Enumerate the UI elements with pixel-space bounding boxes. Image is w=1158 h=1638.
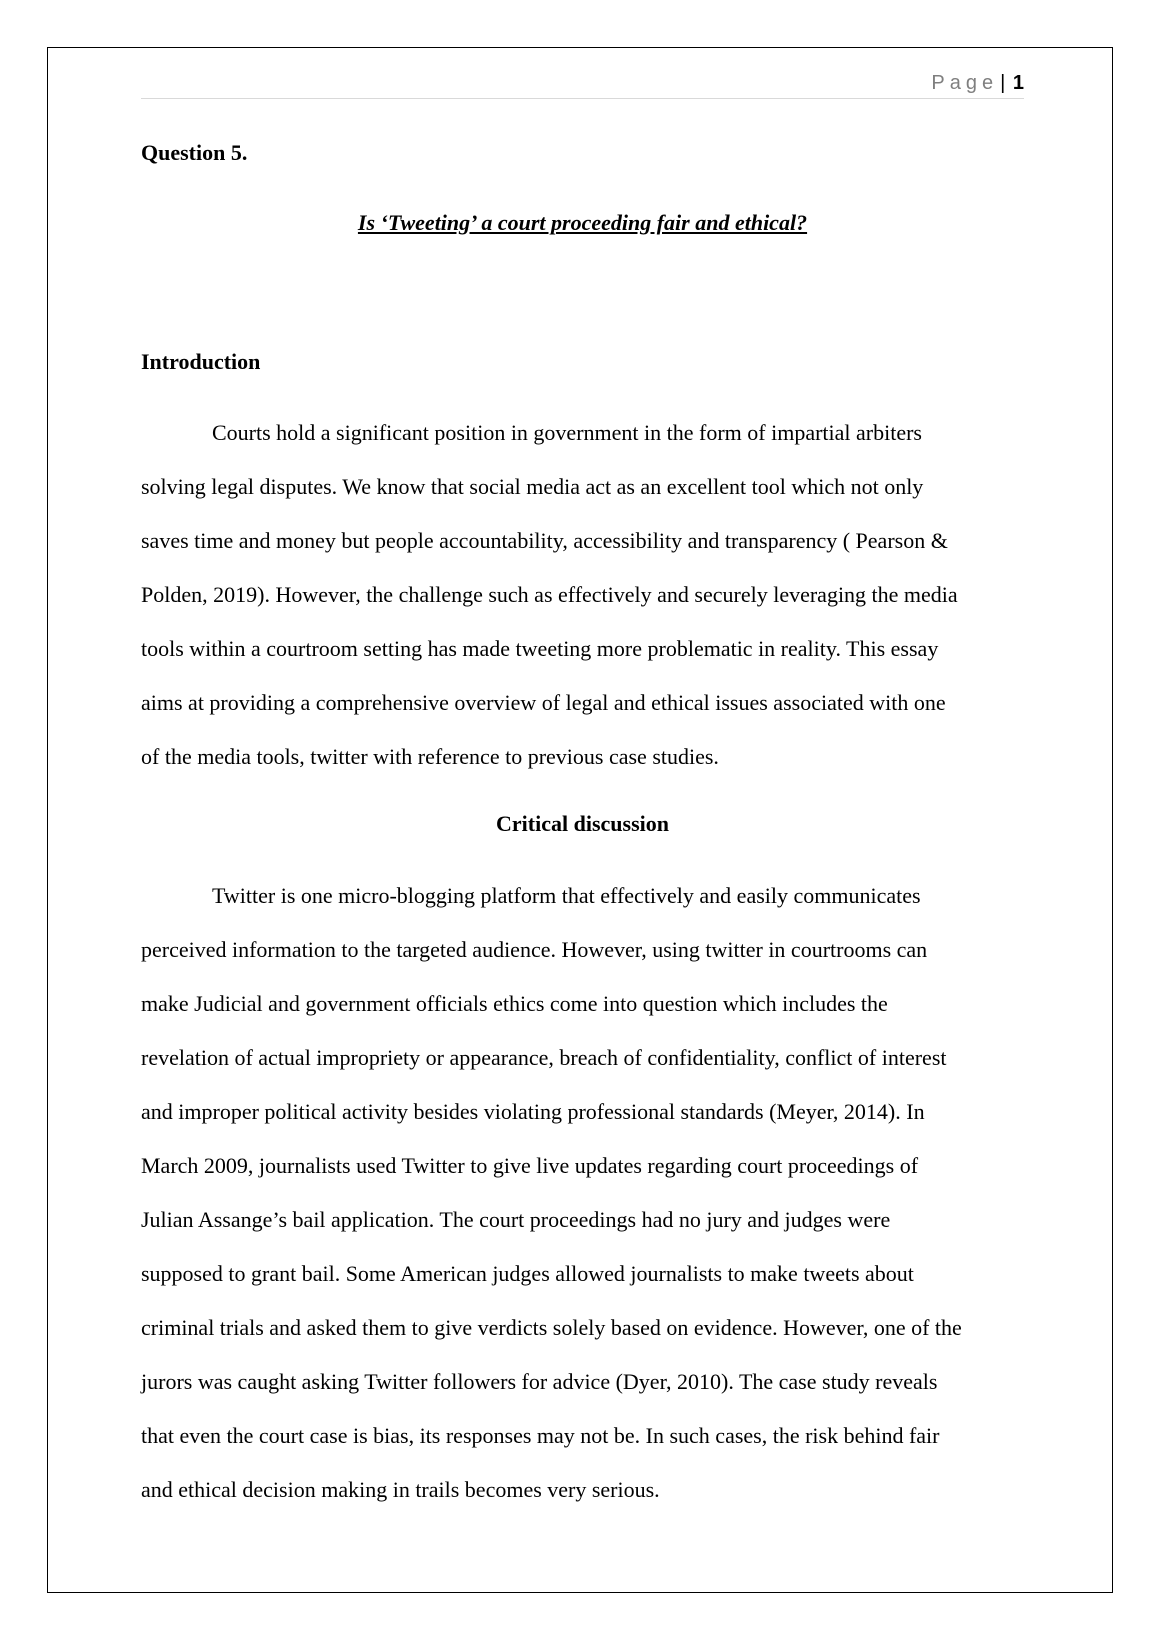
paragraph-line: revelation of actual impropriety or appearance, breach of confidentiality, conflict of interest bbox=[141, 1045, 947, 1070]
paragraph-line: tools within a courtroom setting has made tweeting more problematic in reality. This essay bbox=[141, 636, 939, 661]
introduction-heading: Introduction bbox=[141, 349, 261, 374]
paragraph-line: Twitter is one micro-blogging platform that effectively and easily communicates bbox=[212, 883, 921, 908]
paragraph-line: and improper political activity besides violating professional standards (Meyer, 2014). In bbox=[141, 1099, 925, 1124]
paragraph-line: supposed to grant bail. Some American judges allowed journalists to make tweets about bbox=[141, 1261, 914, 1286]
critical-discussion-paragraph bbox=[141, 869, 1024, 1517]
paragraph-line: saves time and money but people accountability, accessibility and transparency ( Pearson & bbox=[141, 528, 948, 553]
paragraph-line: make Judicial and government officials ethics come into question which includes the bbox=[141, 991, 888, 1016]
page-number: 1 bbox=[1012, 72, 1024, 94]
critical-discussion-heading: Critical discussion bbox=[496, 811, 669, 836]
paragraph-line: March 2009, journalists used Twitter to give live updates regarding court proceedings of bbox=[141, 1153, 919, 1178]
paragraph-line: of the media tools, twitter with reference to previous case studies. bbox=[141, 744, 719, 769]
paragraph-line: and ethical decision making in trails becomes very serious. bbox=[141, 1477, 660, 1502]
paragraph-line: Julian Assange’s bail application. The court proceedings had no jury and judges were bbox=[141, 1207, 891, 1232]
page-header bbox=[141, 68, 1024, 99]
essay-title: Is ‘Tweeting’ a court proceeding fair and ethical? bbox=[357, 210, 808, 235]
introduction-paragraph bbox=[141, 406, 1024, 784]
paragraph-line: jurors was caught asking Twitter followers for advice (Dyer, 2010). The case study reveals bbox=[141, 1369, 938, 1394]
page-separator: | bbox=[1000, 72, 1006, 94]
paragraph-line: perceived information to the targeted audience. However, using twitter in courtrooms can bbox=[141, 937, 928, 962]
page-label: Page bbox=[931, 72, 999, 94]
question-label: Question 5. bbox=[141, 140, 248, 165]
paragraph-line: criminal trials and asked them to give verdicts solely based on evidence. However, one of the bbox=[141, 1315, 962, 1340]
paragraph-line: Polden, 2019). However, the challenge such as effectively and securely leveraging the media bbox=[141, 582, 958, 607]
paragraph-line: solving legal disputes. We know that social media act as an excellent tool which not only bbox=[141, 474, 924, 499]
paragraph-line: aims at providing a comprehensive overview of legal and ethical issues associated with one bbox=[141, 690, 946, 715]
paragraph-line: Courts hold a significant position in government in the form of impartial arbiters bbox=[212, 420, 922, 445]
paragraph-line: that even the court case is bias, its responses may not be. In such cases, the risk behind fair bbox=[141, 1423, 940, 1448]
